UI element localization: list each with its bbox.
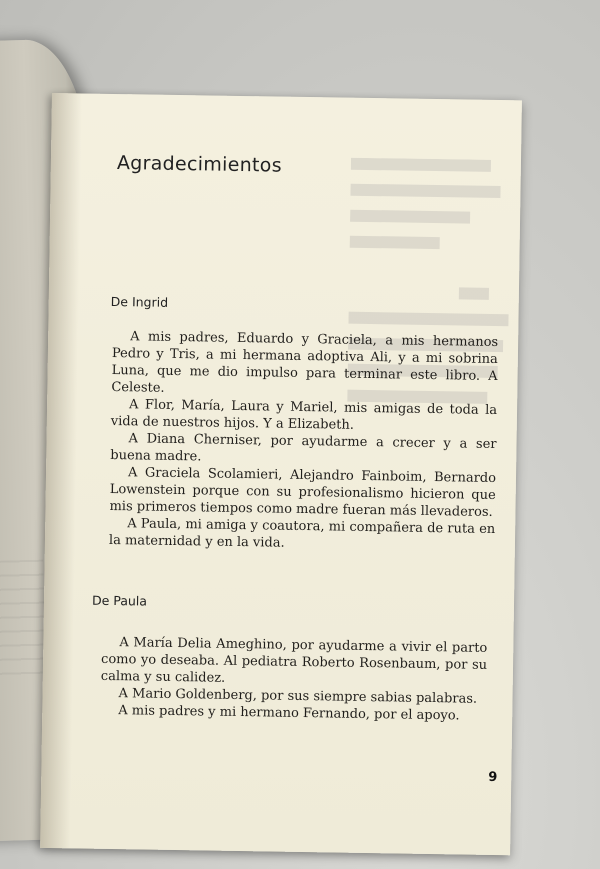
section-body-paula bbox=[100, 634, 487, 725]
page-title: Agradecimientos bbox=[116, 152, 283, 177]
paragraph: A Graciela Scolamieri, Alejandro Fainboim, Bernardo Lowenstein porque con su profesionalismo hicieron que mis primeros tiempos como madre fueran más llevaderos. bbox=[109, 465, 497, 520]
paragraph: A Flor, María, Laura y Mariel, mis amigas de toda la vida de nuestros hijos. Y a Elizabeth. bbox=[110, 397, 498, 433]
section-heading-ingrid: De Ingrid bbox=[110, 293, 169, 310]
section-body-ingrid bbox=[109, 328, 498, 555]
paragraph: A María Delia Ameghino, por ayudarme a vivir el parto como yo deseaba. Al pediatra Roberto Rosenbaum, por su calma y su calidez. bbox=[100, 635, 488, 686]
left-page-text-shadow bbox=[0, 560, 46, 682]
section-heading-paula: De Paula bbox=[91, 592, 148, 609]
paragraph: A mis padres y mi hermano Fernando, por el apoyo. bbox=[118, 703, 460, 724]
paragraph: A mis padres, Eduardo y Graciela, a mis hermanos Pedro y Tris, a mi hermana adoptiva Ali, y a mi sobrina Luna, que me dio impulso para terminar este libro. A Celeste. bbox=[111, 329, 499, 396]
paragraph: A Paula, mi amiga y coautora, mi compañera de ruta en la maternidad y en la vida. bbox=[108, 516, 496, 551]
page-number: 9 bbox=[488, 769, 498, 786]
paragraph: A Mario Goldenberg, por sus siempre sabias palabras. bbox=[118, 686, 478, 707]
book-page bbox=[40, 93, 522, 855]
paragraph: A Diana Cherniser, por ayudarme a crecer y a ser buena madre. bbox=[110, 431, 497, 465]
